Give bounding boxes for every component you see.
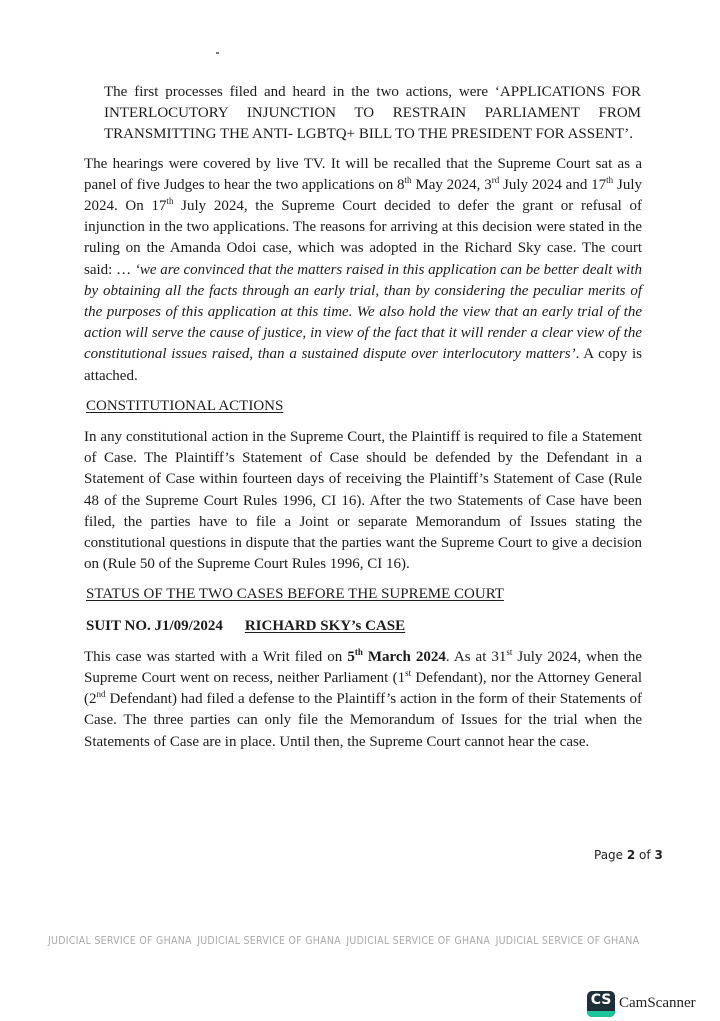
ordinal-suffix: th	[606, 174, 614, 185]
text-run: . As at 31	[445, 648, 507, 665]
page-label-of: of	[635, 847, 655, 862]
suit-number: SUIT NO. J1/09/2024	[86, 617, 223, 634]
footer-text: JUDICIAL SERVICE OF GHANA	[495, 934, 640, 947]
ordinal-suffix: st	[405, 668, 412, 679]
case-status-paragraph	[84, 647, 642, 753]
ordinal-suffix: nd	[96, 689, 106, 700]
camscanner-name: CamScanner	[619, 995, 696, 1012]
text-run: July 2024, the Supreme Court decided to defer the grant or refusal of injunction in the two applications. The reasons for arriving at this decision were stated in the ruling on the Amanda Odoi case, which was adopted in the Richard Sky case. The court said: …	[84, 198, 642, 278]
intro-line-1: The first processes filed and heard in the two actions, were ‘APPLICATIONS FOR	[104, 84, 641, 100]
hearings-paragraph	[84, 154, 642, 387]
page-label: Page	[594, 847, 627, 862]
constitutional-actions-heading: CONSTITUTIONAL ACTIONS	[86, 397, 284, 414]
writ-date	[347, 646, 446, 665]
case-name: RICHARD SKY’s CASE	[244, 617, 406, 634]
text-run: Defendant), nor the Attorney General (2	[84, 670, 642, 708]
intro-line-2: INTERLOCUTORY INJUNCTION TO RESTRAIN PARLIAMENT FROM	[104, 105, 641, 122]
ordinal-suffix: th	[354, 646, 363, 657]
ordinal-suffix: rd	[491, 174, 500, 185]
text-run: July 2024, when the Supreme Court went on recess, neither Parliament (1	[84, 648, 643, 687]
intro-line-3: TRANSMITTING THE ANTI- LGBTQ+ BILL TO THE PRESIDENT FOR ASSENT’.	[104, 126, 634, 143]
logo-accent-bar	[587, 1011, 615, 1017]
footer-text: JUDICIAL SERVICE OF GHANA	[346, 934, 491, 947]
text-run: July 2024. On 17	[84, 176, 642, 215]
text-run: March 2024	[362, 648, 446, 665]
text-run: The hearings were covered by live TV. It will be recalled that the Supreme Court sat as a panel of five Judges to hear the two applications on 8	[84, 155, 642, 193]
suit-heading	[86, 616, 720, 637]
logo-text: CS	[590, 991, 612, 1008]
text-run: This case was started with a Writ filed on	[84, 648, 348, 665]
footer-text: JUDICIAL SERVICE OF GHANA	[197, 934, 341, 947]
constitutional-paragraph: In any constitutional action in the Supreme Court, the Plaintiff is required to file a Statement of Case. The Plaintiff’s Statement of Case should be defended by the Defendant in a Statement of Case within fourteen days of receiving the Plaintiff’s Statement of Case (Rule 48 of the Supreme Court Rules 1996, CI 16). After the two Statements of Case have been filed, the parties have to file a Joint or separate Memorandum of Issues stating the constitutional questions in dispute that the parties want the Supreme Court to give a decision on (Rule 50 of the Supreme Court Rules 1996, CI 16).	[84, 429, 642, 573]
ordinal-suffix: st	[506, 646, 513, 657]
footer-text: JUDICIAL SERVICE OF GHANA	[48, 934, 192, 947]
text-run: . A copy is attached.	[84, 346, 642, 384]
page-number	[594, 847, 720, 863]
page-total: 3	[654, 847, 663, 862]
page-current: 2	[626, 847, 636, 862]
text-run: Defendant) had filed a defense to the Plaintiff’s action in the form of their Statements of Case. The three parties can only file the Memorandum of Issues for the trial when the Statements of Case are in place. Until then, the Supreme Court cannot hear the case.	[84, 691, 642, 750]
footer-band	[48, 934, 640, 948]
text-run: 5	[347, 648, 355, 665]
court-quote: ‘we are convinced that the matters raised in this application can be better dealt with by obtaining all the facts through an early trial, than by considering the peculiar merits of the purposes of this application at this time. We also hold the view that an early trial of the action will serve the cause of justice, in view of the fact that it will render a clear view of the constitutional issues raised, than a sustained dispute over interlocutory matters’	[84, 261, 642, 363]
text-run: July 2024 and 17	[499, 176, 607, 193]
ordinal-suffix: th	[166, 196, 174, 207]
ordinal-suffix: th	[404, 174, 412, 185]
text-run: May 2024, 3	[411, 176, 492, 193]
intro-paragraph	[104, 82, 641, 146]
status-heading: STATUS OF THE TWO CASES BEFORE THE SUPREME COURT	[86, 586, 504, 603]
